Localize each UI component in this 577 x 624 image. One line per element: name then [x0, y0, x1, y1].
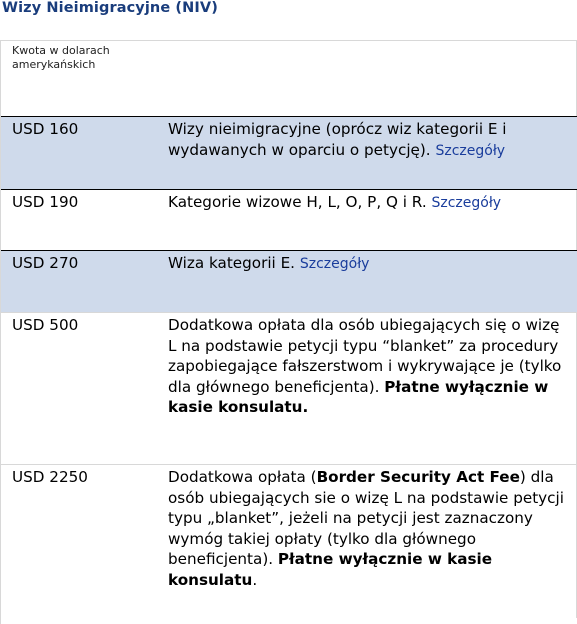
page-title: Wizy Nieimigracyjne (NIV)	[2, 0, 218, 16]
fee-amount: USD 160	[12, 120, 79, 138]
table-row	[1, 464, 577, 624]
fee-description	[168, 119, 570, 161]
fee-description	[168, 192, 570, 214]
table-header	[1, 40, 577, 116]
fee-text: Wizy nieimigracyjne (oprócz wiz kategorii E i wydawanych w oparciu o petycję).	[168, 120, 507, 159]
table-row	[1, 189, 577, 250]
fee-text: Wiza kategorii E.	[168, 254, 296, 272]
fee-payment-note: Płatne wyłącznie w kasie konsulatu.	[168, 377, 549, 416]
fee-amount: USD 2250	[12, 468, 88, 486]
table-row	[1, 250, 577, 312]
fee-name: Border Security Act Fee	[316, 468, 520, 486]
fee-description	[168, 315, 570, 418]
table-row	[1, 312, 577, 464]
fee-amount: USD 190	[12, 193, 79, 211]
details-link[interactable]: Szczegóły	[299, 256, 370, 272]
fee-description	[168, 253, 570, 275]
table-row	[1, 116, 577, 189]
fee-text: ) dla osób ubiegających sie o wizę L na podstawie petycji typu „blanket”, jeżeli na petycji jest zaznaczony wymóg takiej opłaty (tylko dla głównego beneficjenta).	[168, 468, 564, 568]
fee-text: Dodatkowa opłata dla osób ubiegających się o wizę L na podstawie petycji typu “blanket” za procedury zapobiegające fałszerstwom i wykrywające je (tylko dla głównego beneficjenta).	[168, 316, 562, 396]
header-amount: Kwota w dolarach amerykańskich	[12, 44, 110, 71]
fee-amount: USD 500	[12, 316, 79, 334]
fee-amount: USD 270	[12, 254, 79, 272]
fee-text: Kategorie wizowe H, L, O, P, Q i R.	[168, 193, 427, 211]
fee-description	[168, 467, 570, 590]
fee-payment-note: Płatne wyłącznie w kasie konsulatu	[168, 550, 493, 589]
fees-table	[0, 40, 577, 624]
details-link[interactable]: Szczegóły	[431, 195, 502, 211]
details-link[interactable]: Szczegóły	[435, 142, 506, 159]
fee-text: .	[252, 570, 258, 589]
fee-text: Dodatkowa opłata (	[168, 468, 317, 486]
